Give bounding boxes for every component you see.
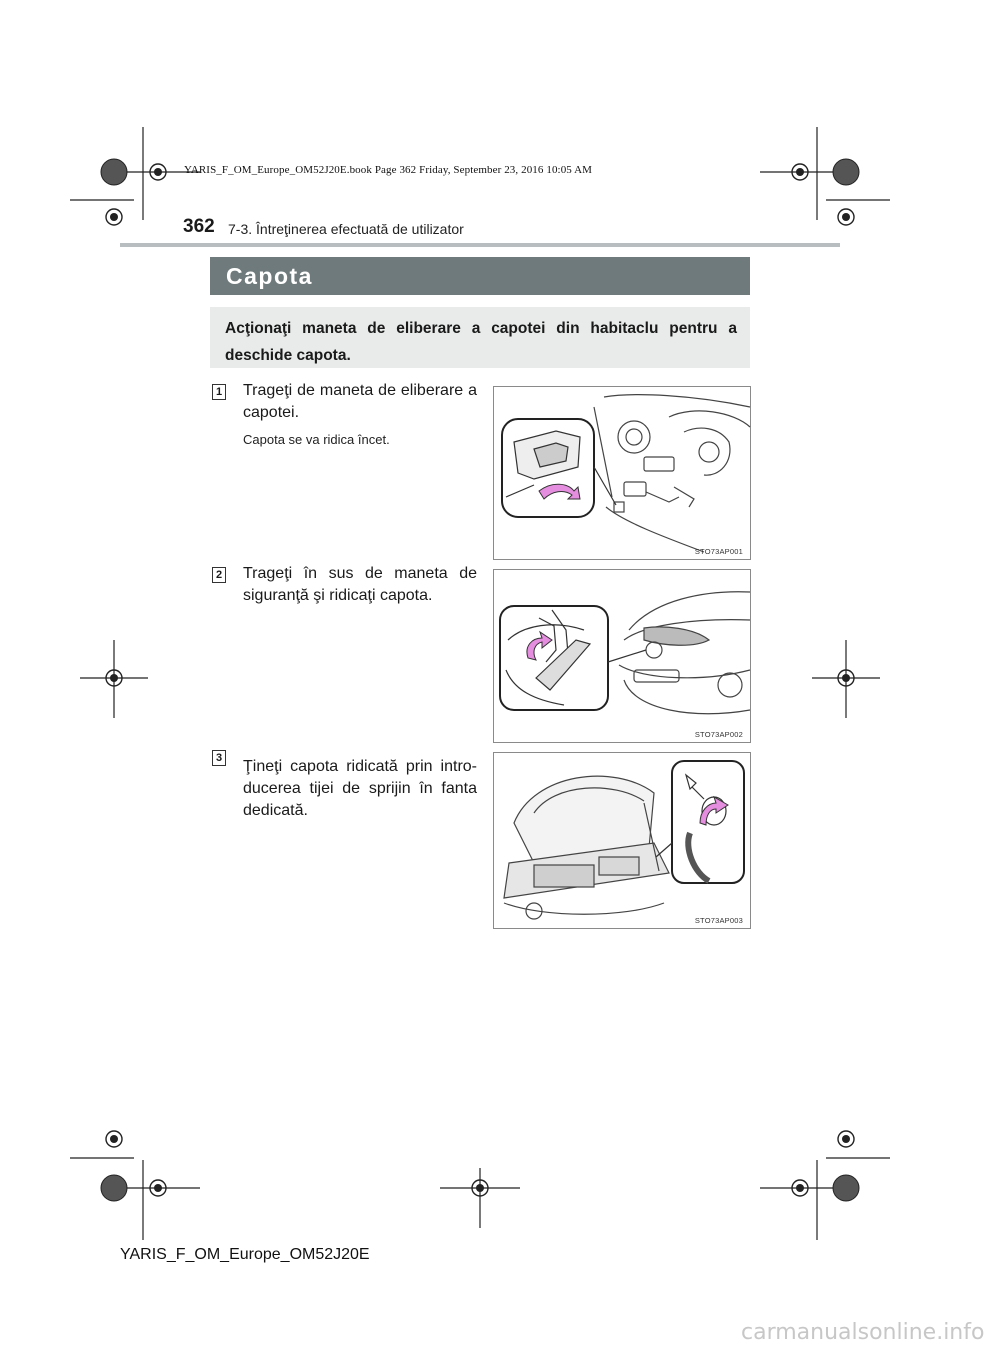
step-number-1: 1: [212, 384, 226, 400]
page-title: Capota: [226, 263, 313, 289]
hood-release-lever-illustration: [494, 387, 750, 559]
book-file-line: YARIS_F_OM_Europe_OM52J20E.book Page 362 Friday, September 23, 2016 10:05 AM: [184, 164, 593, 176]
illustration-1: [493, 386, 751, 560]
illustration-3: [493, 752, 751, 929]
header-rule: [120, 243, 840, 247]
page-number: 362: [183, 216, 215, 237]
step-3-text: Ţineţi capota ridicată prin intro-ducerea tijei de sprijin în fanta dedicată.: [243, 758, 477, 819]
figure-code-2: STO73AP002: [694, 730, 743, 739]
step-1-text: Trageţi de maneta de eliberare a capotei.: [243, 382, 477, 421]
intro-text: Acţionaţi maneta de eliberare a capotei din habitaclu pentru a deschide capota.: [225, 320, 737, 364]
safety-catch-illustration: [494, 570, 750, 742]
illustration-2: [493, 569, 751, 743]
figure-code-1: STO73AP001: [694, 547, 743, 556]
step-1-note: Capota se va ridica încet.: [243, 432, 390, 447]
support-rod-illustration: [494, 753, 750, 928]
step-number-3: 3: [212, 750, 226, 766]
footer-doc-code: YARIS_F_OM_Europe_OM52J20E: [120, 1246, 370, 1263]
title-bar: [210, 257, 750, 295]
step-number-2: 2: [212, 567, 226, 583]
section-title: 7-3. Întreţinerea efectuată de utilizator: [228, 221, 464, 237]
watermark: carmanualsonline.info: [741, 1320, 984, 1345]
intro-box: [210, 307, 750, 368]
step-2-text: Trageţi în sus de maneta de siguranţă şi ridicaţi capota.: [243, 565, 477, 604]
figure-code-3: STO73AP003: [694, 916, 743, 925]
